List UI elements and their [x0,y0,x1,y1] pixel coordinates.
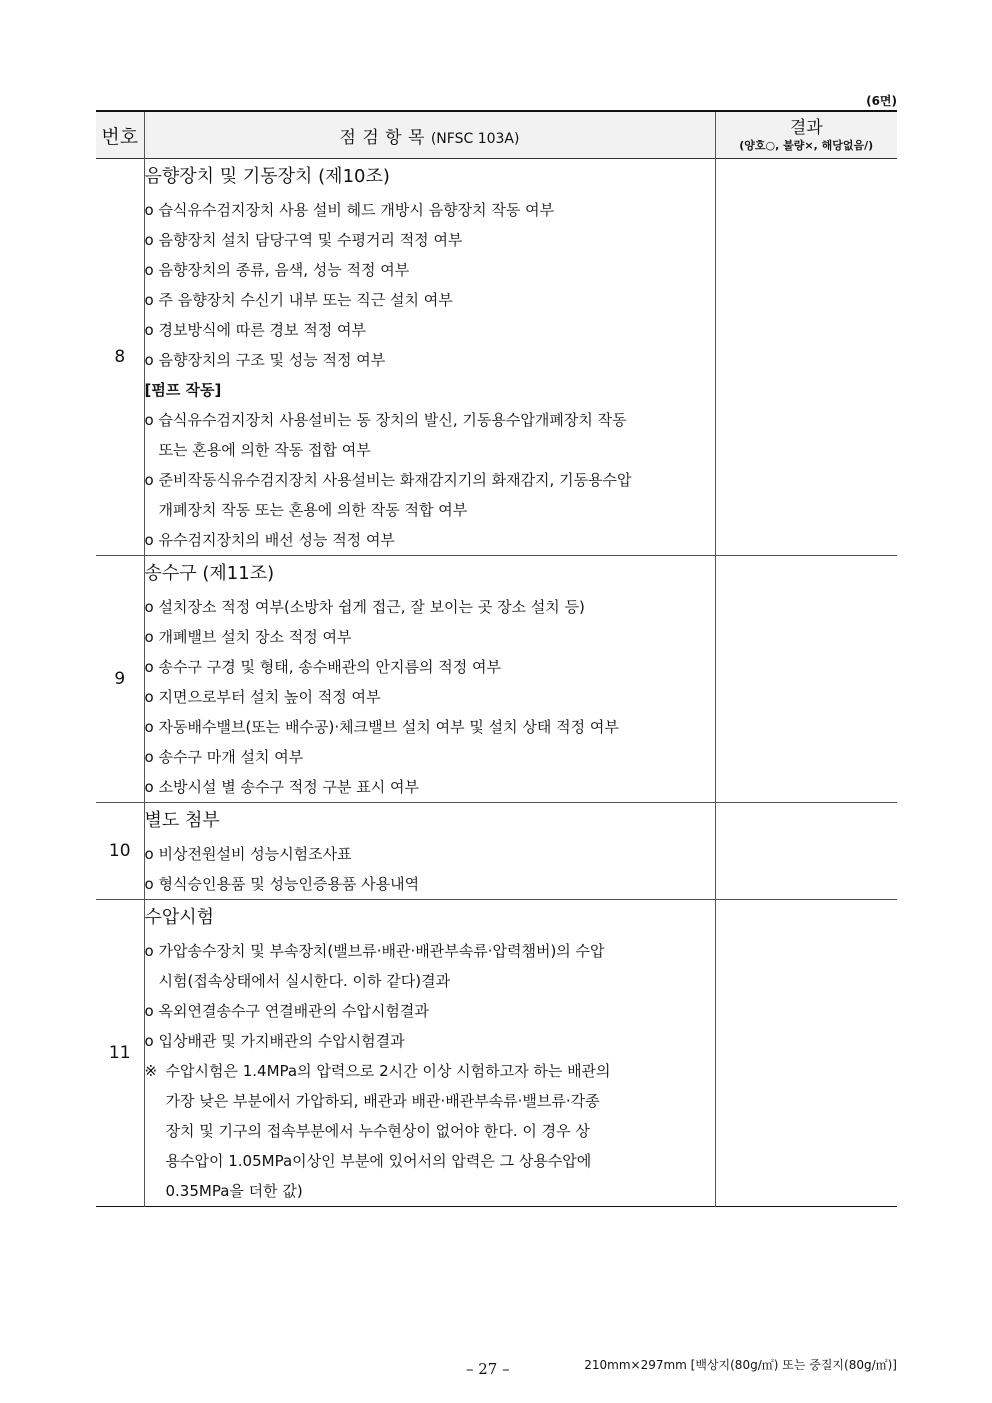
note: ※ 수압시험은 1.4MPa의 압력으로 2시간 이상 시험하고자 하는 배관의 [145,1056,715,1086]
header-result-label: 결과 [789,117,823,138]
check-item: o 개폐밸브 설치 장소 적정 여부 [144,628,352,646]
note-continued: 장치 및 기구의 접속부분에서 누수현상이 없어야 한다. 이 경우 상 [165,1122,590,1140]
section-title: 수압시험 [144,907,215,928]
result-cell[interactable] [715,556,897,803]
header-items-label: 점 검 항 목 [339,127,425,148]
row-items [144,803,715,900]
check-item: o 주 음향장치 수신기 내부 또는 직근 설치 여부 [144,291,453,309]
check-item-continued: 개폐장치 작동 또는 혼용에 의한 작동 적합 여부 [158,501,468,519]
check-item: o 음향장치의 구조 및 성능 적정 여부 [144,351,386,369]
check-item: o 입상배관 및 가지배관의 수압시험결과 [144,1032,405,1050]
page-number: – 27 – [466,1360,510,1378]
note-continued: 0.35MPa을 더한 값) [165,1182,303,1200]
check-item: o 비상전원설비 성능시험조사표 [144,845,352,863]
paper-spec: 210mm×297mm [백상지(80g/㎡) 또는 중질지(80g/㎡)] [584,1358,897,1372]
check-item: o 송수구 마개 설치 여부 [144,748,304,766]
section-title: 음향장치 및 기동장치 (제10조) [144,166,390,187]
section-title: 별도 첨부 [144,810,220,831]
table-row [96,556,897,803]
result-cell[interactable] [715,803,897,900]
row-number: 10 [108,841,131,861]
section-title: 송수구 (제11조) [144,563,275,584]
header-items [144,111,715,159]
header-number: 번호 [96,111,144,159]
check-item: o 형식승인용품 및 성능인증용품 사용내역 [144,875,420,893]
sub-heading: [펌프 작동] [144,381,222,399]
check-item-continued: 또는 혼용에 의한 작동 접합 여부 [158,441,371,459]
table-header-row [96,111,897,159]
row-number: 9 [114,669,126,689]
check-item: o 음향장치의 종류, 음색, 성능 적정 여부 [144,261,410,279]
check-item: o 유수검지장치의 배선 성능 적정 여부 [144,531,395,549]
row-items [144,900,715,1207]
note-mark: ※ [144,1062,158,1080]
row-items [144,159,715,556]
check-item: o 옥외연결송수구 연결배관의 수압시험결과 [144,1002,429,1020]
header-result-legend: (양호○, 불량×, 해당없음/) [739,138,874,152]
result-cell[interactable] [715,159,897,556]
inspection-table [96,110,897,1207]
check-item: o 자동배수밸브(또는 배수공)·체크밸브 설치 여부 및 설치 상태 적정 여부 [144,718,619,736]
check-item: o 송수구 구경 및 형태, 송수배관의 안지름의 적정 여부 [144,658,501,676]
table-row [96,900,897,1207]
check-item: o 습식유수검지장치 사용설비는 동 장치의 발신, 기동용수압개폐장치 작동 [144,411,627,429]
check-item: o 음향장치 설치 담당구역 및 수평거리 적정 여부 [144,231,463,249]
table-row [96,803,897,900]
page-label: (6면) [866,94,897,108]
result-cell[interactable] [715,900,897,1207]
row-number: 8 [114,347,126,367]
row-items [144,556,715,803]
note-continued: 가장 낮은 부분에서 가압하되, 배관과 배관·배관부속류·밸브류·각종 [165,1092,600,1110]
check-item: o 설치장소 적정 여부(소방차 쉽게 접근, 잘 보이는 곳 장소 설치 등) [144,598,585,616]
header-items-code: (NFSC 103A) [430,130,520,147]
note-continued: 용수압이 1.05MPa이상인 부분에 있어서의 압력은 그 상용수압에 [165,1152,592,1170]
header-result [715,111,897,159]
check-item: o 습식유수검지장치 사용 설비 헤드 개방시 음향장치 작동 여부 [144,201,555,219]
check-item: o 준비작동식유수검지장치 사용설비는 화재감지기의 화재감지, 기동용수압 [144,471,632,489]
table-row [96,159,897,556]
check-item: o 지면으로부터 설치 높이 적정 여부 [144,688,381,706]
check-item: o 소방시설 별 송수구 적정 구분 표시 여부 [144,778,419,796]
check-item-continued: 시험(접속상태에서 실시한다. 이하 같다)결과 [158,972,451,990]
check-item: o 경보방식에 따른 경보 적정 여부 [144,321,366,339]
row-number: 11 [108,1043,131,1063]
check-item: o 가압송수장치 및 부속장치(밸브류·배관·배관부속류·압력챔버)의 수압 [144,942,605,960]
